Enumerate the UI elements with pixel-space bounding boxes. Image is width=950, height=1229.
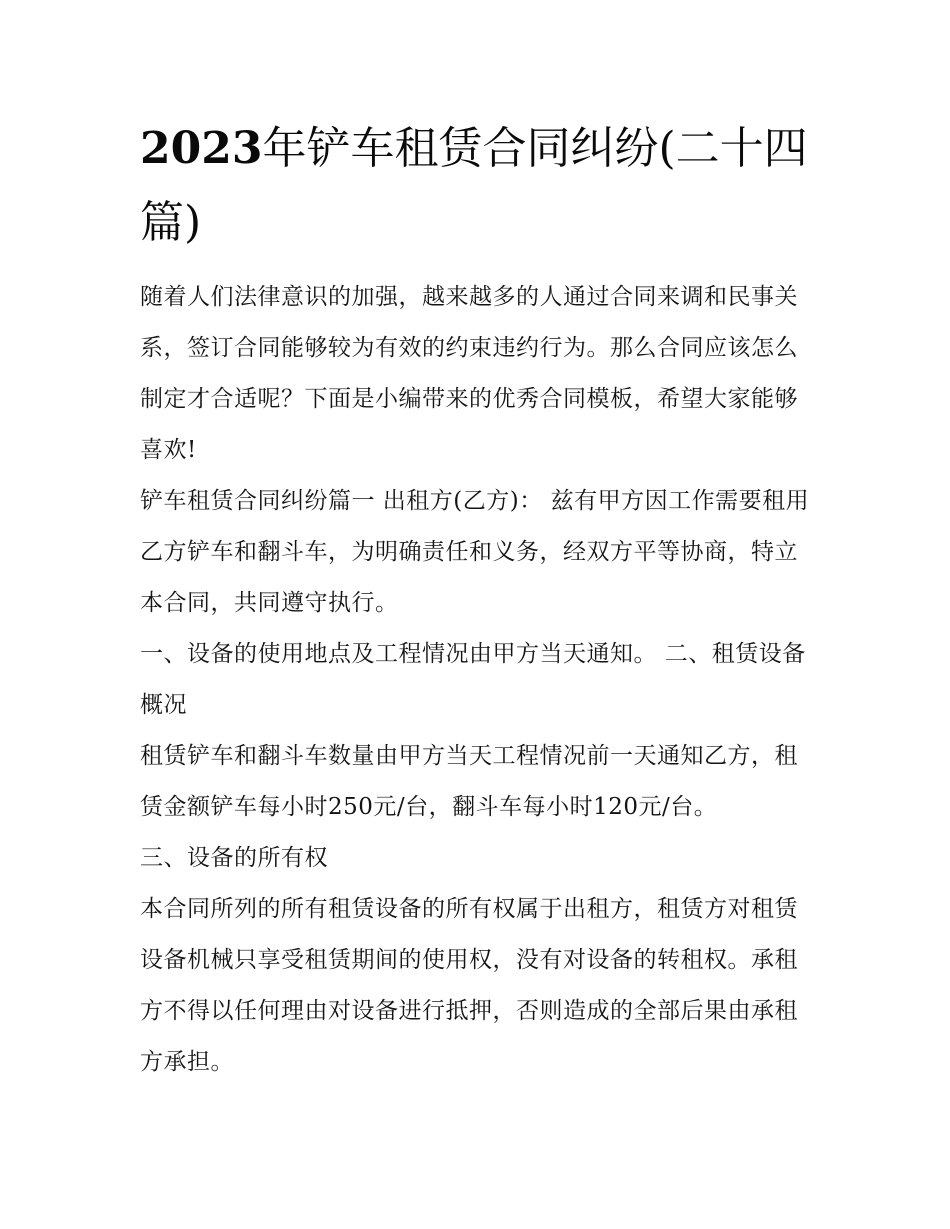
clause-one-two-paragraph: 一、设备的使用地点及工程情况由甲方当天通知。 二、租赁设备概况	[140, 641, 806, 718]
clause-three-heading: 三、设备的所有权	[140, 845, 328, 871]
rental-amount-paragraph: 租赁铲车和翻斗车数量由甲方当天工程情况前一天通知乙方，租赁金额铲车每小时250元/台，翻斗车每小时120元/台。	[140, 743, 798, 820]
document-body	[140, 272, 812, 1088]
title-text: 年铲车租赁合同纠纷(二十四篇)	[140, 123, 808, 248]
intro-paragraph: 随着人们法律意识的加强，越来越多的人通过合同来调和民事关系，签订合同能够较为有效的约束违约行为。那么合同应该怎么制定才合适呢？下面是小编带来的优秀合同模板，希望大家能够喜欢!	[140, 284, 798, 463]
ownership-paragraph: 本合同所列的所有租赁设备的所有权属于出租方，租赁方对租赁设备机械只享受租赁期间的使用权，没有对设备的转租权。承租方不得以任何理由对设备进行抵押，否则造成的全部后果由承租方承担。	[140, 896, 798, 1075]
section-one-paragraph: 铲车租赁合同纠纷篇一 出租方(乙方)： 兹有甲方因工作需要租用乙方铲车和翻斗车，为明确责任和义务，经双方平等协商，特立本合同，共同遵守执行。	[140, 488, 810, 616]
document-title	[140, 112, 812, 260]
title-year: 2023	[140, 123, 263, 174]
document-content	[140, 112, 812, 1088]
